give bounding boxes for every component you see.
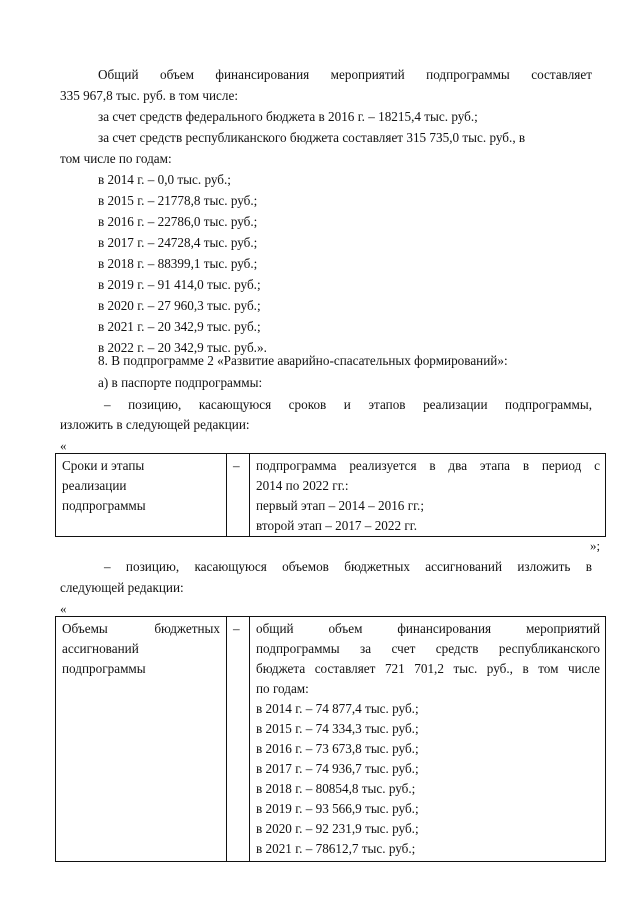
table1-right-line: первый этап – 2014 – 2016 гг.; (256, 498, 424, 513)
intro-line-by-years: том числе по годам: (60, 151, 172, 166)
table1-right-line: подпрограмма реализуется в два этапа в период с (256, 458, 600, 473)
item-a: а) в паспорте подпрограммы: (98, 375, 263, 390)
year-line: в 2017 г. – 24728,4 тыс. руб.; (98, 235, 258, 250)
position-2-line-1: – позицию, касающуюся объемов бюджетных ассигнований изложить в (104, 559, 592, 574)
table2-left-line: подпрограммы (62, 661, 146, 676)
table2-right-line: в 2014 г. – 74 877,4 тыс. руб.; (256, 701, 419, 716)
table1-right-line: 2014 по 2022 гг.: (256, 478, 349, 493)
open-quote: « (60, 438, 67, 453)
close-quote: »; (590, 538, 601, 553)
table2-right-line: подпрограммы за счет средств республиканского (256, 641, 600, 656)
table2-right-line: в 2018 г. – 80854,8 тыс. руб.; (256, 781, 416, 796)
open-quote-2: « (60, 601, 67, 616)
table2-right-line: по годам: (256, 681, 309, 696)
table2-right-line: в 2021 г. – 78612,7 тыс. руб.; (256, 841, 416, 856)
table2-right-line: бюджета составляет 721 701,2 тыс. руб., в том числе (256, 661, 600, 676)
year-line: в 2015 г. – 21778,8 тыс. руб.; (98, 193, 258, 208)
intro-line-2: 335 967,8 тыс. руб. в том числе: (60, 88, 238, 103)
year-line: в 2014 г. – 0,0 тыс. руб.; (98, 172, 231, 187)
year-line: в 2022 г. – 20 342,9 тыс. руб.». (98, 340, 267, 355)
year-line: в 2019 г. – 91 414,0 тыс. руб.; (98, 277, 261, 292)
table-budget-allocations (55, 616, 606, 862)
table2-dash: – (233, 621, 240, 636)
table2-right-line: общий объем финансирования мероприятий (256, 621, 600, 636)
table1-left-line: Сроки и этапы (62, 458, 145, 473)
intro-line-federal: за счет средств федерального бюджета в 2016 г. – 18215,4 тыс. руб.; (98, 109, 478, 124)
table2-right-line: в 2016 г. – 73 673,8 тыс. руб.; (256, 741, 419, 756)
intro-line-1: Общий объем финансирования мероприятий подпрограммы составляет (98, 67, 592, 82)
item-8-heading: 8. В подпрограмме 2 «Развитие аварийно-спасательных формирований»: (98, 353, 508, 368)
year-line: в 2021 г. – 20 342,9 тыс. руб.; (98, 319, 261, 334)
year-line: в 2020 г. – 27 960,3 тыс. руб.; (98, 298, 261, 313)
table1-left-line: подпрограммы (62, 498, 146, 513)
year-line: в 2016 г. – 22786,0 тыс. руб.; (98, 214, 258, 229)
position-1-line-1: – позицию, касающуюся сроков и этапов реализации подпрограммы, (104, 397, 592, 412)
table1-left-line: реализации (62, 478, 127, 493)
year-line: в 2018 г. – 88399,1 тыс. руб.; (98, 256, 258, 271)
table-terms-stages (55, 453, 606, 537)
table2-left-line: ассигнований (62, 641, 139, 656)
table2-right-line: в 2017 г. – 74 936,7 тыс. руб.; (256, 761, 419, 776)
table2-left-line: Объемы бюджетных (62, 621, 220, 636)
position-2-line-2: следующей редакции: (60, 580, 184, 595)
table2-right-line: в 2015 г. – 74 334,3 тыс. руб.; (256, 721, 419, 736)
table1-right-line: второй этап – 2017 – 2022 гг. (256, 518, 417, 533)
table2-right-line: в 2019 г. – 93 566,9 тыс. руб.; (256, 801, 419, 816)
position-1-line-2: изложить в следующей редакции: (60, 417, 250, 432)
table2-right-line: в 2020 г. – 92 231,9 тыс. руб.; (256, 821, 419, 836)
intro-line-republican: за счет средств республиканского бюджета составляет 315 735,0 тыс. руб., в (98, 130, 526, 145)
table1-dash: – (233, 458, 240, 473)
